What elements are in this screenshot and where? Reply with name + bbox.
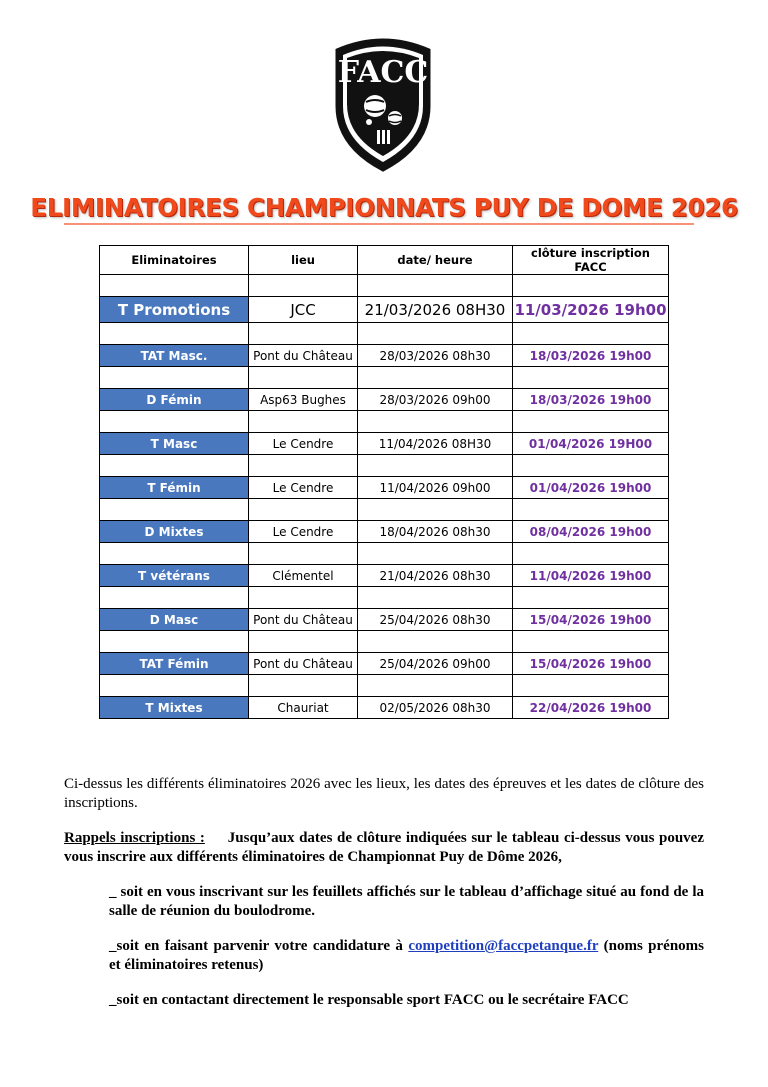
empty-cell: [513, 367, 669, 389]
date-cell: 25/04/2026 09h00: [358, 653, 513, 675]
option-contact: _soit en contactant directement le responsable sport FACC ou le secrétaire FACC: [109, 992, 629, 1008]
lieu-cell: Le Cendre: [249, 521, 358, 543]
spacer-row: [100, 323, 669, 345]
cloture-cell: 15/04/2026 19h00: [513, 653, 669, 675]
table-row: [100, 345, 669, 367]
lieu-cell: Chauriat: [249, 697, 358, 719]
option-email: [109, 937, 704, 975]
empty-cell: [358, 411, 513, 433]
event-cell: D Fémin: [100, 389, 249, 411]
empty-cell: [100, 543, 249, 565]
table-header-row: [100, 246, 669, 275]
column-header: Eliminatoires: [100, 246, 249, 275]
table-row: [100, 653, 669, 675]
page-title: ELIMINATOIRES CHAMPIONNATS PUY DE DOME 2026: [30, 193, 738, 222]
spacer-row: [100, 675, 669, 697]
email-link[interactable]: competition@faccpetanque.fr: [408, 938, 599, 954]
empty-cell: [100, 275, 249, 297]
lieu-cell: Le Cendre: [249, 477, 358, 499]
date-cell: 11/04/2026 08H30: [358, 433, 513, 455]
cloture-cell: 18/03/2026 19h00: [513, 345, 669, 367]
date-cell: 28/03/2026 08h30: [358, 345, 513, 367]
table-row: [100, 697, 669, 719]
empty-cell: [249, 275, 358, 297]
date-cell: 02/05/2026 08h30: [358, 697, 513, 719]
empty-cell: [100, 675, 249, 697]
empty-cell: [513, 455, 669, 477]
empty-cell: [249, 587, 358, 609]
option-email-post: (noms prénoms et éliminatoires retenus): [109, 938, 705, 973]
spacer-row: [100, 499, 669, 521]
empty-cell: [249, 367, 358, 389]
intro-text: Ci-dessus les différents éliminatoires 2026 avec les lieux, les dates des épreuves et les dates de clôture des inscriptions.: [64, 776, 704, 811]
empty-cell: [249, 543, 358, 565]
event-cell: TAT Fémin: [100, 653, 249, 675]
event-cell: D Masc: [100, 609, 249, 631]
empty-cell: [100, 631, 249, 653]
empty-cell: [358, 587, 513, 609]
table-row: [100, 297, 669, 323]
table-row: [100, 389, 669, 411]
empty-cell: [100, 499, 249, 521]
spacer-row: [100, 411, 669, 433]
date-cell: 18/04/2026 08h30: [358, 521, 513, 543]
table-row: [100, 433, 669, 455]
column-header: date/ heure: [358, 246, 513, 275]
cloture-cell: 15/04/2026 19h00: [513, 609, 669, 631]
empty-cell: [513, 587, 669, 609]
cloture-cell: 11/03/2026 19h00: [513, 297, 669, 323]
empty-cell: [513, 499, 669, 521]
date-cell: 25/04/2026 08h30: [358, 609, 513, 631]
empty-cell: [358, 631, 513, 653]
cloture-cell: 08/04/2026 19h00: [513, 521, 669, 543]
empty-cell: [100, 367, 249, 389]
spacer-row: [100, 631, 669, 653]
spacer-row: [100, 275, 669, 297]
empty-cell: [249, 499, 358, 521]
empty-cell: [513, 543, 669, 565]
table-row: [100, 609, 669, 631]
event-cell: T vétérans: [100, 565, 249, 587]
lieu-cell: Asp63 Bughes: [249, 389, 358, 411]
table-row: [100, 521, 669, 543]
event-cell: TAT Masc.: [100, 345, 249, 367]
spacer-row: [100, 587, 669, 609]
empty-cell: [100, 587, 249, 609]
empty-cell: [249, 411, 358, 433]
option-feuillets: _ soit en vous inscrivant sur les feuillets affichés sur le tableau d’affichage situé au fond de la salle de réunion du boulodrome.: [109, 884, 704, 919]
lieu-cell: Pont du Château: [249, 653, 358, 675]
empty-cell: [358, 499, 513, 521]
date-cell: 21/03/2026 08H30: [358, 297, 513, 323]
empty-cell: [358, 275, 513, 297]
cloture-cell: 11/04/2026 19h00: [513, 565, 669, 587]
rappels-body: Jusqu’aux dates de clôture indiquées sur le tableau ci-dessus vous pouvez vous inscrire aux différents éliminatoires de Championnat Puy de Dôme 2026,: [64, 830, 704, 865]
empty-cell: [358, 675, 513, 697]
spacer-row: [100, 367, 669, 389]
event-cell: T Promotions: [100, 297, 249, 323]
option-email-pre: _soit en faisant parvenir votre candidature à: [109, 938, 403, 954]
column-header: clôture inscription FACC: [513, 246, 669, 275]
empty-cell: [358, 543, 513, 565]
empty-cell: [513, 275, 669, 297]
lieu-cell: Le Cendre: [249, 433, 358, 455]
spacer-row: [100, 455, 669, 477]
empty-cell: [513, 631, 669, 653]
cloture-cell: 22/04/2026 19h00: [513, 697, 669, 719]
empty-cell: [249, 675, 358, 697]
empty-cell: [100, 323, 249, 345]
rappels-paragraph: [64, 829, 704, 867]
column-header: lieu: [249, 246, 358, 275]
lieu-cell: Pont du Château: [249, 609, 358, 631]
facc-logo: [331, 36, 435, 174]
cloture-cell: 18/03/2026 19h00: [513, 389, 669, 411]
cloture-cell: 01/04/2026 19h00: [513, 477, 669, 499]
empty-cell: [358, 323, 513, 345]
empty-cell: [513, 323, 669, 345]
event-cell: D Mixtes: [100, 521, 249, 543]
empty-cell: [358, 367, 513, 389]
spacer-row: [100, 543, 669, 565]
table-row: [100, 565, 669, 587]
empty-cell: [513, 675, 669, 697]
table-row: [100, 477, 669, 499]
schedule-table: [99, 245, 669, 719]
lieu-cell: Pont du Château: [249, 345, 358, 367]
svg-text:FACC: FACC: [337, 55, 429, 90]
title-underline: [64, 223, 694, 225]
rappels-label: Rappels inscriptions :: [64, 830, 205, 846]
date-cell: 28/03/2026 09h00: [358, 389, 513, 411]
date-cell: 11/04/2026 09h00: [358, 477, 513, 499]
event-cell: T Masc: [100, 433, 249, 455]
empty-cell: [249, 323, 358, 345]
empty-cell: [249, 455, 358, 477]
empty-cell: [358, 455, 513, 477]
lieu-cell: JCC: [249, 297, 358, 323]
empty-cell: [100, 411, 249, 433]
empty-cell: [249, 631, 358, 653]
cloture-cell: 01/04/2026 19H00: [513, 433, 669, 455]
event-cell: T Mixtes: [100, 697, 249, 719]
empty-cell: [513, 411, 669, 433]
lieu-cell: Clémentel: [249, 565, 358, 587]
date-cell: 21/04/2026 08h30: [358, 565, 513, 587]
event-cell: T Fémin: [100, 477, 249, 499]
empty-cell: [100, 455, 249, 477]
